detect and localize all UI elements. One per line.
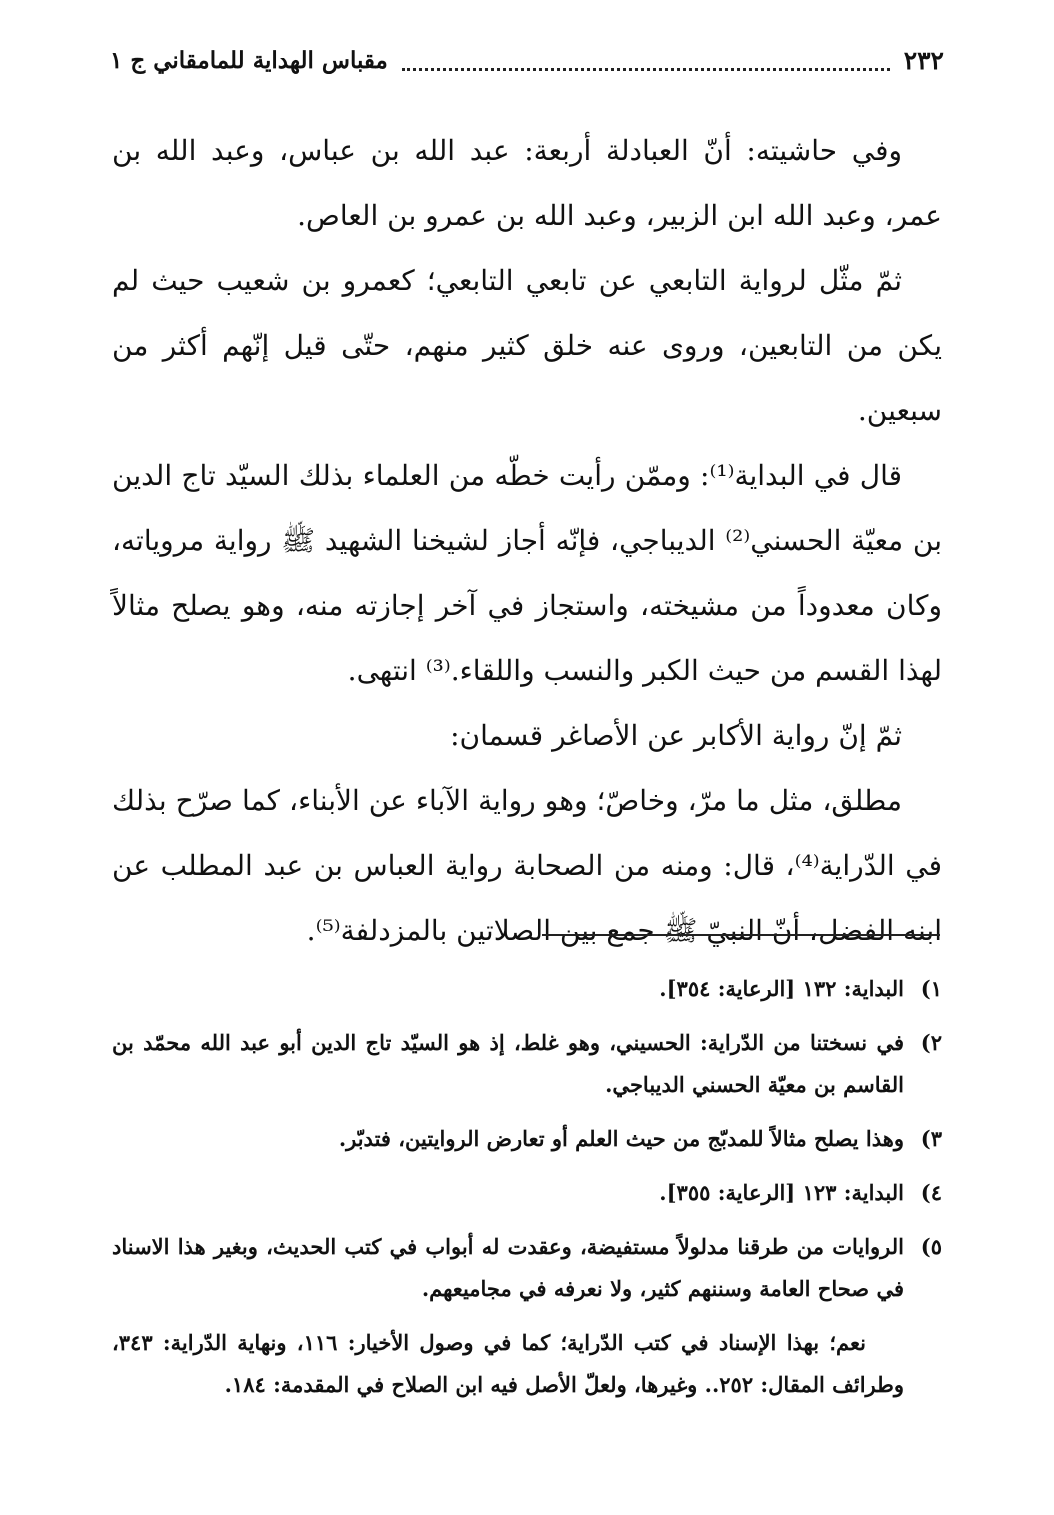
footnote-number: ٢): [920, 1030, 942, 1055]
footnote-number: ١): [920, 976, 942, 1001]
footnote-number: ٤): [920, 1180, 942, 1205]
footnote: [112, 968, 942, 1010]
footnote-continuation: نعم؛ بهذا الإسناد في كتب الدّراية؛ كما في وصول الأخيار: ١١٦، ونهاية الدّراية: ٣٤٣، وطرائف المقال: ٢٥٢.. وغيرها، ولعلّ الأصل فيه ابن الصلاح في المقدمة: ١٨٤.: [112, 1330, 904, 1397]
footnote-text: البداية: ١٣٢ [الرعاية: ٣٥٤].: [659, 976, 904, 1001]
footnote-text: الروايات من طرقنا مدلولاً مستفيضة، وعقدت له أبواب في كتب الحديث، وبغير هذا الاسناد في صحاح العامة وسننهم كثير، ولا نعرفه في مجاميعهم.: [112, 1234, 904, 1301]
main-text: [112, 118, 942, 963]
paragraph: مطلق، مثل ما مرّ، وخاصّ؛ وهو رواية الآباء عن الأبناء، كما صرّح بذلك في الدّراية⁽⁴⁾، قال: ومنه من الصحابة رواية العباس بن عبد المطلب عن ابنه الفضل، أنّ النبيّ ﷺ جمع بين الصلاتين بالمزدلفة⁽⁵⁾.: [112, 784, 942, 947]
header-dot-leader: [402, 58, 890, 71]
footnote: [112, 1226, 942, 1310]
footnote: [112, 1022, 942, 1106]
running-header: [110, 40, 944, 80]
paragraph: وفي حاشيته: أنّ العبادلة أربعة: عبد الله بن عباس، وعبد الله بن عمر، وعبد الله ابن الزبير، وعبد الله بن عمرو بن العاص.: [112, 134, 942, 232]
paragraph: ثمّ مثّل لرواية التابعي عن تابعي التابعي؛ كعمرو بن شعيب حيث لم يكن من التابعين، وروى عنه خلق كثير منهم، حتّى قيل إنّهم أكثر من سبعين.: [112, 264, 942, 427]
paragraph: قال في البداية⁽¹⁾: وممّن رأيت خطّه من العلماء بذلك السيّد تاج الدين بن معيّة الحسني⁽²⁾ الديباجي، فإنّه أجاز لشيخنا الشهيد ﷺ رواية مروياته، وكان معدوداً من مشيخته، واستجاز في آخر إجازته منه، وهو يصلح مثالاً لهذا القسم من حيث الكبر والنسب واللقاء.⁽³⁾ انتهى.: [112, 459, 942, 687]
paragraph: ثمّ إنّ رواية الأكابر عن الأصاغر قسمان:: [450, 719, 902, 752]
footnote-separator: [542, 934, 940, 936]
footnote-number: ٥): [920, 1234, 942, 1259]
page-number: ٢٣٢: [903, 45, 944, 75]
footnote-text: في نسختنا من الدّراية: الحسيني، وهو غلط، إذ هو السيّد تاج الدين أبو عبد الله محمّد بن القاسم بن معيّة الحسني الديباجي.: [112, 1030, 904, 1097]
footnote-text: وهذا يصلح مثالاً للمدبّج من حيث العلم أو تعارض الروايتين، فتدبّر.: [338, 1126, 904, 1151]
footnote-number: ٣): [920, 1126, 942, 1151]
footnote: [112, 1172, 942, 1214]
book-title: مقباس الهداية للمامقاني ج ١: [110, 46, 388, 74]
footnote: [112, 1118, 942, 1160]
footnotes: [112, 968, 942, 1406]
footnote-text: البداية: ١٢٣ [الرعاية: ٣٥٥].: [659, 1180, 904, 1205]
